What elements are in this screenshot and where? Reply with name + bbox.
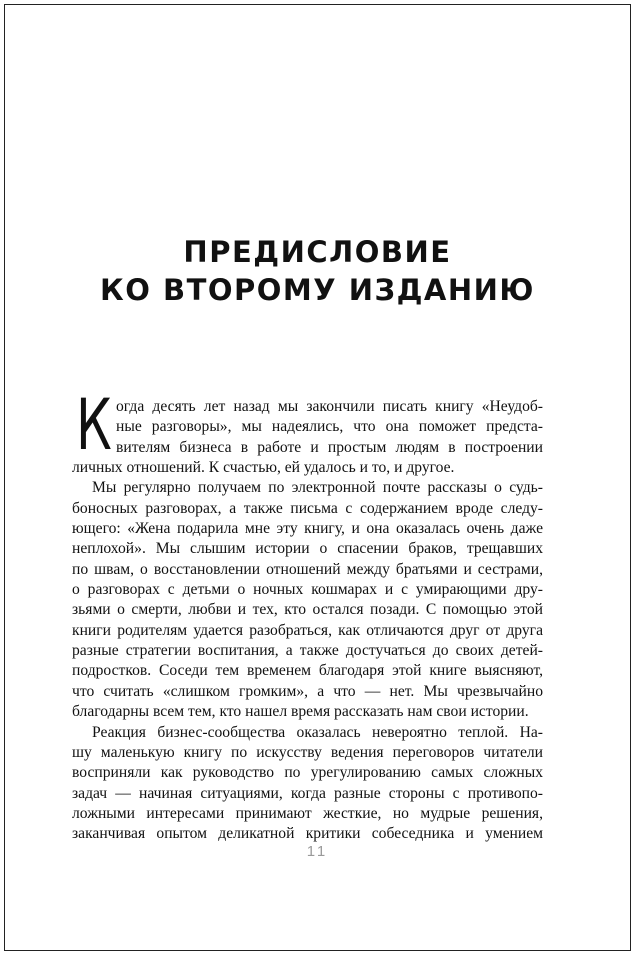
- drop-cap: К: [76, 384, 112, 466]
- text-line: ющего: «Жена подарила мне эту книгу, и она оказалась очень даже: [72, 520, 543, 538]
- text-line: Реакция бизнес-сообщества оказалась невероятно теплой. На-: [92, 723, 543, 741]
- text-line: что считать «слишком громким», а что — нет. Мы чрезвычайно: [72, 682, 543, 700]
- text-line: шу маленькую книгу по искусству ведения переговоров читатели: [72, 743, 543, 761]
- text-line: ложными интересами принимают жесткие, но мудрые решения,: [72, 804, 543, 822]
- text-line: ные разговоры», мы надеялись, что она поможет предста-: [116, 418, 543, 436]
- chapter-title-line-1: ПРЕДИСЛОВИЕ: [183, 235, 452, 269]
- text-line: неплохой». Мы слышим истории о спасении браков, трещавших: [72, 540, 543, 558]
- page-number: 11: [306, 843, 329, 860]
- text-line: по швам, о восстановлении отношений между братьями и сестрами,: [72, 560, 543, 578]
- text-line: вителям бизнеса в работе и простым людям в построении: [116, 438, 543, 456]
- text-line: разные стратегии воспитания, а также достучаться до своих детей-: [72, 642, 543, 660]
- text-line: Мы регулярно получаем по электронной почте рассказы о судь-: [92, 479, 543, 497]
- paragraph-1: [72, 384, 543, 478]
- text-line: боносных разговорах, а также письма с содержанием вроде следу-: [72, 499, 543, 517]
- text-line: восприняли как руководство по урегулированию самых сложных: [72, 764, 543, 782]
- book-page: [4, 4, 631, 951]
- paragraph-3: [72, 723, 543, 845]
- text-line: о разговорах с детьми о ночных кошмарах и с умирающими дру-: [72, 581, 543, 599]
- chapter-title: [5, 233, 630, 309]
- text-line: книги родителям удается разобраться, как отличаются друг от друга: [72, 621, 543, 639]
- text-line: благодарны всем тем, кто нашел время рассказать нам свои истории.: [72, 703, 529, 721]
- text-line: огда десять лет назад мы закончили писать книгу «Неудоб-: [116, 398, 543, 415]
- text-line: задач — начиная ситуациями, когда разные стороны с противопо-: [72, 784, 543, 802]
- text-line: заканчивая опытом деликатной критики собеседника и умением: [72, 825, 543, 843]
- text-line: личных отношений. К счастью, ей удалось и то, и другое.: [72, 459, 455, 477]
- body-text: [72, 384, 543, 845]
- text-line: подростков. Соседи тем временем благодаря этой книге выясняют,: [72, 662, 543, 680]
- text-line: зьями о смерти, любви и тех, кто остался позади. С помощью этой: [72, 601, 543, 619]
- paragraph-2: [72, 478, 543, 722]
- chapter-title-line-2: КО ВТОРОМУ ИЗДАНИЮ: [100, 273, 535, 307]
